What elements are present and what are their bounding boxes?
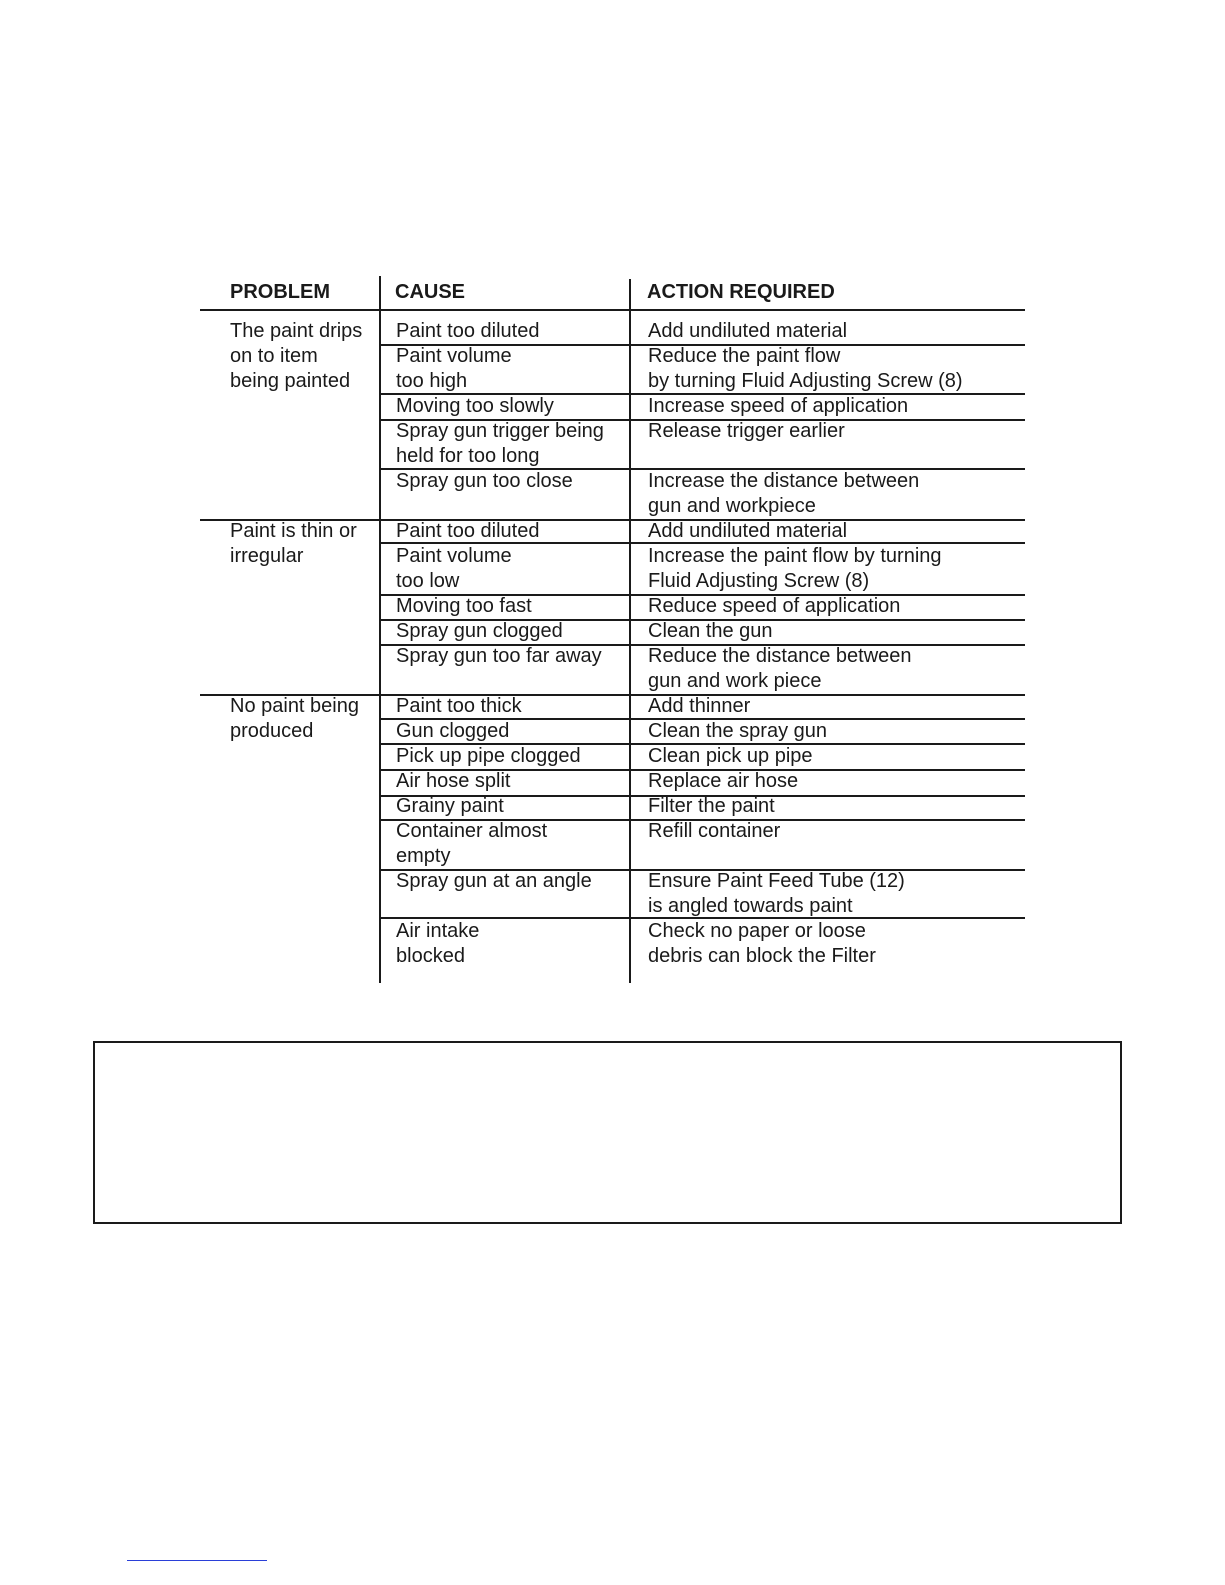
table-row: Paint too thick: [396, 695, 522, 717]
table-row: Reduce speed of application: [648, 595, 901, 617]
column-divider: [629, 279, 631, 983]
table-row: Air hose split: [396, 770, 511, 792]
table-row: Clean the gun: [648, 620, 773, 642]
footer-underline: [127, 1560, 267, 1561]
table-row: Clean pick up pipe: [648, 745, 813, 767]
table-row: Refill container: [648, 820, 781, 842]
table-row: Increase the paint flow by turning Fluid Adjusting Screw (8): [648, 545, 942, 592]
table-row: Filter the paint: [648, 795, 775, 817]
table-row: Add thinner: [648, 695, 751, 717]
header-rule: [200, 309, 1025, 311]
table-row: Increase the distance between gun and workpiece: [648, 470, 920, 517]
table-row: Clean the spray gun: [648, 720, 828, 742]
table-row: Add undiluted material: [648, 520, 848, 542]
header-problem: PROBLEM: [230, 281, 330, 303]
header-cause: CAUSE: [395, 281, 466, 303]
table-row: Paint too diluted: [396, 520, 540, 542]
table-row: Grainy paint: [396, 795, 504, 817]
table-row: Air intake blocked: [396, 920, 480, 967]
table-row: Moving too slowly: [396, 395, 554, 417]
table-row: Spray gun clogged: [396, 620, 563, 642]
table-row: Paint volume too high: [396, 345, 512, 392]
table-row: Spray gun trigger being held for too long: [396, 420, 604, 467]
table-row: Reduce the paint flow by turning Fluid Adjusting Screw (8): [648, 345, 963, 392]
problem-drips: The paint drips on to item being painted: [230, 320, 363, 392]
table-row: Spray gun too close: [396, 470, 573, 492]
table-row: Check no paper or loose debris can block the Filter: [648, 920, 876, 967]
table-row: Paint too diluted: [396, 320, 540, 342]
table-row: Pick up pipe clogged: [396, 745, 581, 767]
problem-thin: Paint is thin or irregular: [230, 520, 357, 567]
table-row: Spray gun too far away: [396, 645, 602, 667]
table-row: Replace air hose: [648, 770, 799, 792]
table-row: Ensure Paint Feed Tube (12) is angled towards paint: [648, 870, 905, 917]
table-row: Container almost empty: [396, 820, 548, 867]
table-row: Paint volume too low: [396, 545, 512, 592]
table-row: Spray gun at an angle: [396, 870, 592, 892]
table-row: Gun clogged: [396, 720, 510, 742]
table-row: Release trigger earlier: [648, 420, 845, 442]
column-divider: [379, 276, 381, 983]
table-row: Moving too fast: [396, 595, 532, 617]
problem-no-paint: No paint being produced: [230, 695, 359, 742]
table-row: Add undiluted material: [648, 320, 848, 342]
empty-note-box: [93, 1041, 1122, 1224]
header-action: ACTION REQUIRED: [647, 281, 835, 303]
table-row: Reduce the distance between gun and work piece: [648, 645, 912, 692]
table-row: Increase speed of application: [648, 395, 909, 417]
